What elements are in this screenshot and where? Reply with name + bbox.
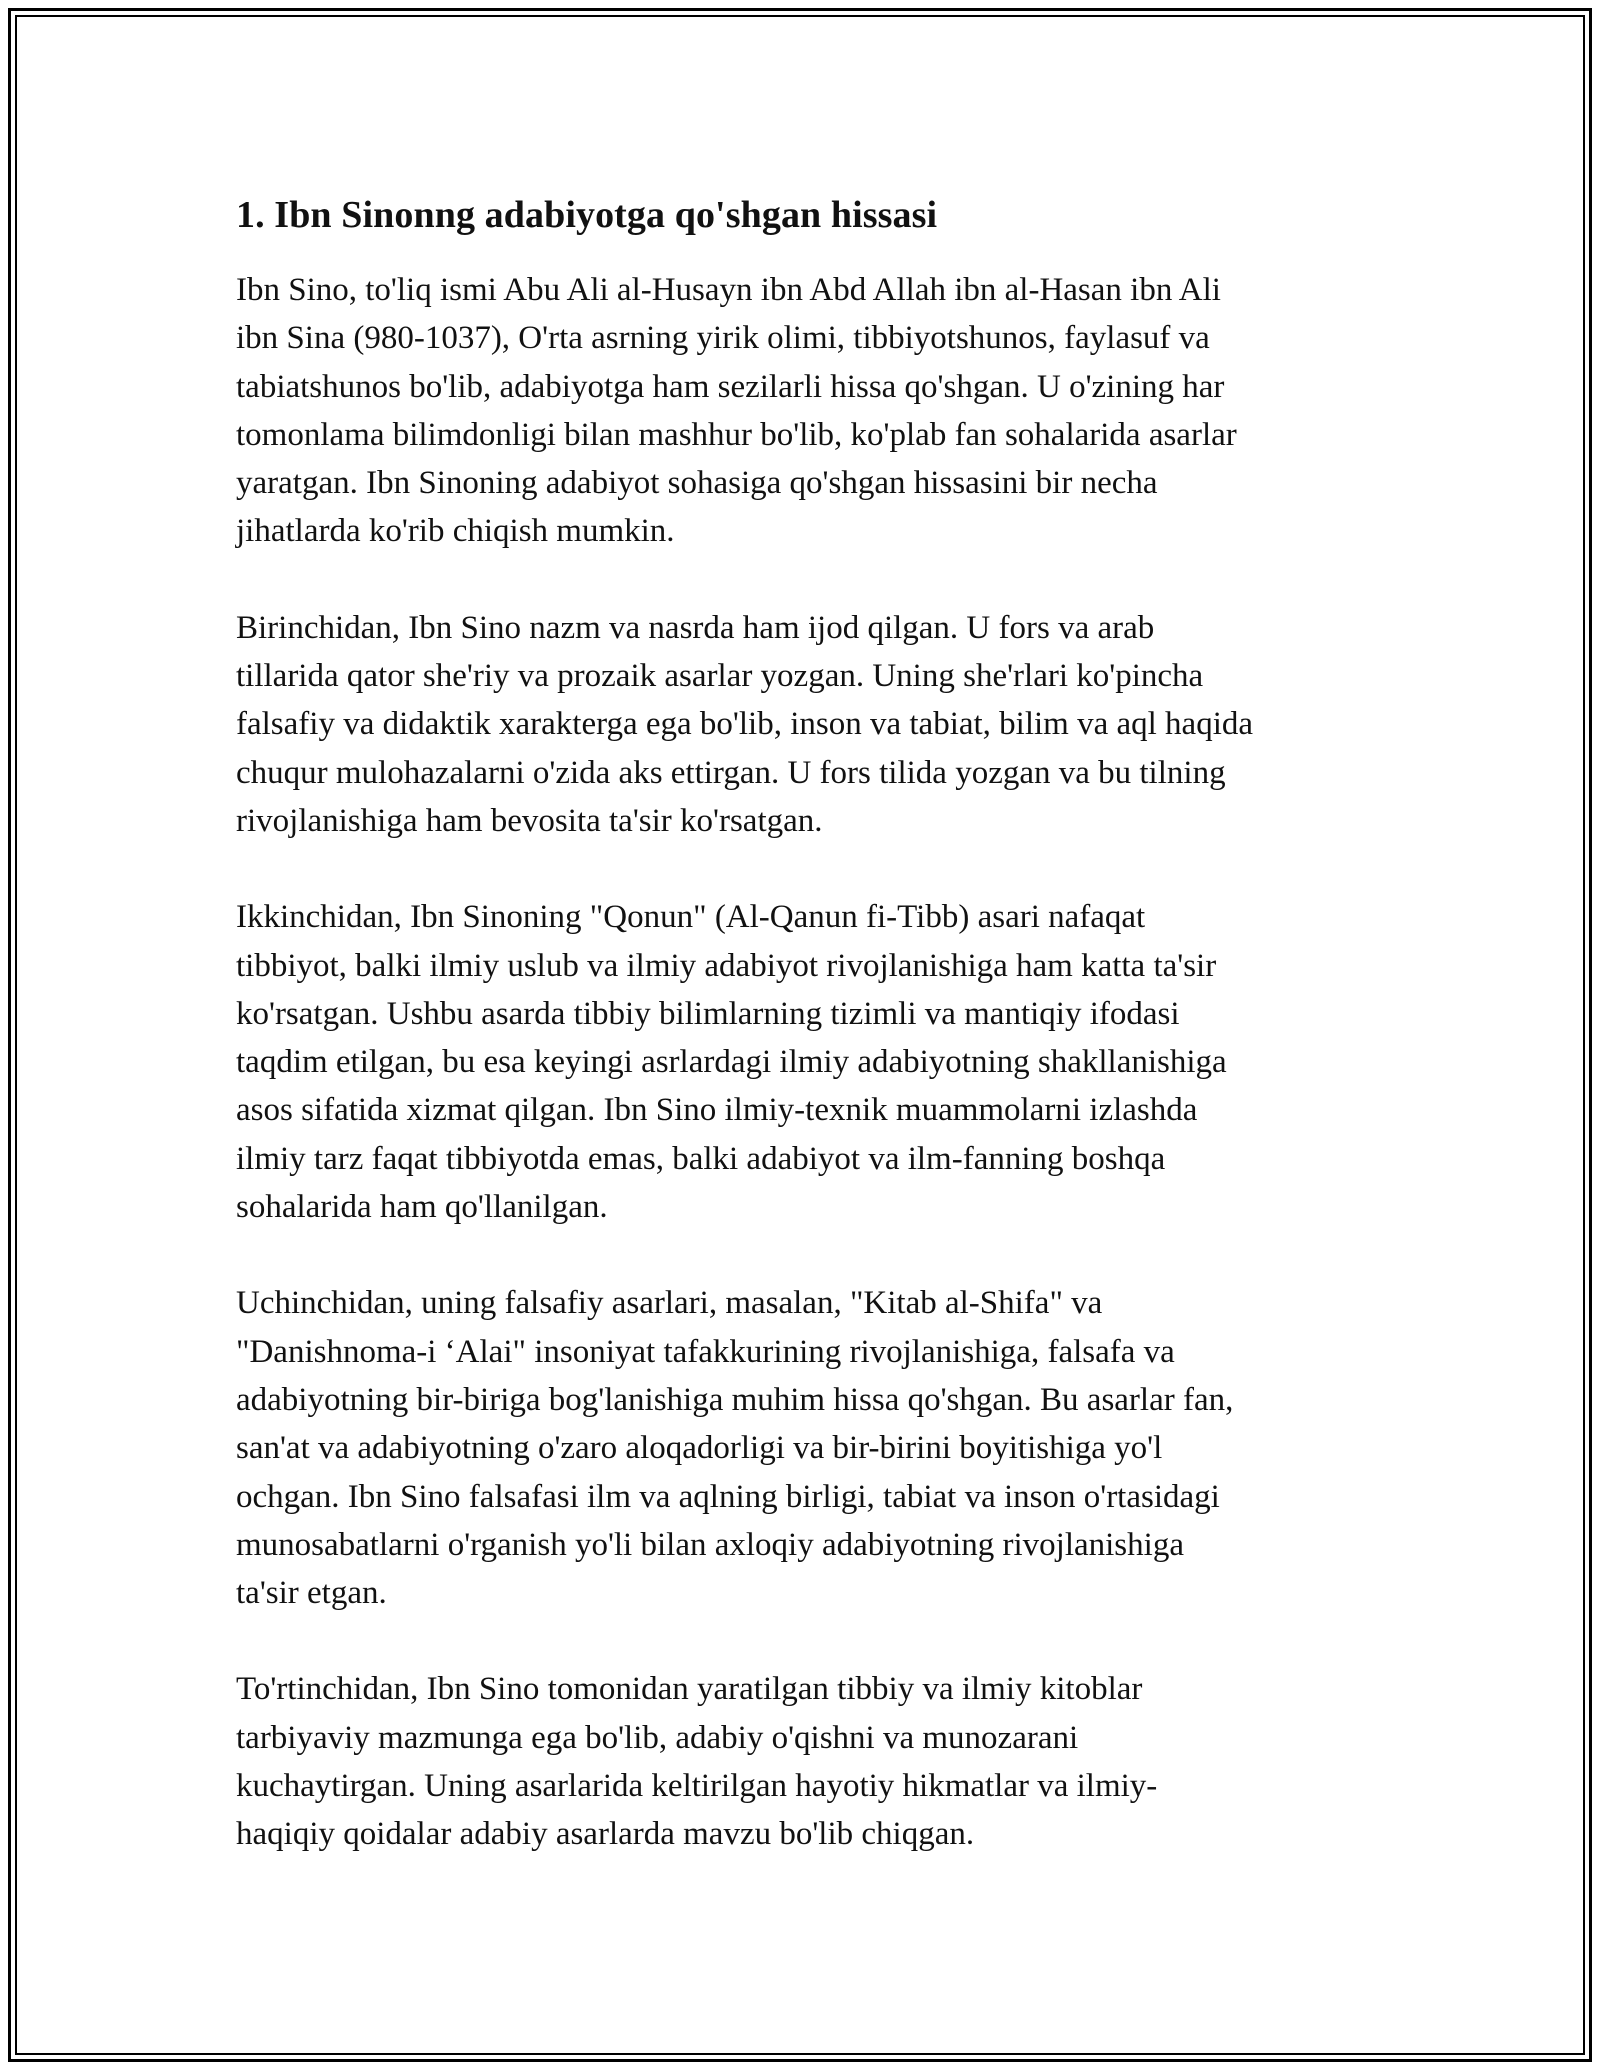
- paragraph-third-point: Uchinchidan, uning falsafiy asarlari, masalan, "Kitab al-Shifa" va "Danishnoma-i ‘Alai" insoniyat tafakkurining rivojlanishiga, falsafa va adabiyotning bir-biriga bog'lanishiga muhim hissa qo'shgan. Bu asarlar fan, san'at va adabiyotning o'zaro aloqadorligi va bir-birini boyitishiga yo'l ochgan. Ibn Sino falsafasi ilm va aqlning birligi, tabiat va inson o'rtasidagi munosabatlarni o'rganish yo'li bilan axloqiy adabiyotning rivojlanishiga ta'sir etgan.: [236, 1285, 1234, 1612]
- paragraph-second-point: Ikkinchidan, Ibn Sinoning "Qonun" (Al-Qanun fi-Tibb) asari nafaqat tibbiyot, balki ilmiy uslub va ilmiy adabiyot rivojlanishiga ham katta ta'sir ko'rsatgan. Ushbu asarda tibbiy bilimlarning tizimli va mantiqiy ifodasi taqdim etilgan, bu esa keyingi asrlardagi ilmiy adabiyotning shakllanishiga asos sifatida xizmat qilgan. Ibn Sino ilmiy-texnik muammolarni izlashda ilmiy tarz faqat tibbiyotda emas, balki adabiyot va ilm-fanning boshqa sohalarida ham qo'llanilgan.: [236, 899, 1227, 1226]
- paragraph-intro: Ibn Sino, to'liq ismi Abu Ali al-Husayn ibn Abd Allah ibn al-Hasan ibn Ali ibn Sina (980-1037), O'rta asrning yirik olimi, tibbiyotshunos, faylasuf va tabiatshunos bo'lib, adabiyotga ham sezilarli hissa qo'shgan. U o'zining har tomonlama bilimdonligi bilan mashhur bo'lib, ko'plab fan sohalarida asarlar yaratgan. Ibn Sinoning adabiyot sohasiga qo'shgan hissasini bir necha jihatlarda ko'rib chiqish mumkin.: [236, 272, 1237, 550]
- paragraph-first-point: Birinchidan, Ibn Sino nazm va nasrda ham ijod qilgan. U fors va arab tillarida qator she'riy va prozaik asarlar yozgan. Uning she'rlari ko'pincha falsafiy va didaktik xarakterga ega bo'lib, inson va tabiat, bilim va aql haqida chuqur mulohazalarni o'zida aks ettirgan. U fors tilida yozgan va bu tilning rivojlanishiga ham bevosita ta'sir ko'rsatgan.: [236, 609, 1254, 839]
- document-body: [236, 186, 1376, 1907]
- section-heading: 1. Ibn Sinonng adabiyotga qo'shgan hissasi: [236, 194, 938, 236]
- paragraph-fourth-point: To'rtinchidan, Ibn Sino tomonidan yaratilgan tibbiy va ilmiy kitoblar tarbiyaviy mazmunga ega bo'lib, adabiy o'qishni va munozarani kuchaytirgan. Uning asarlarida keltirilgan hayotiy hikmatlar va ilmiy- haqiqiy qoidalar adabiy asarlarda mavzu bo'lib chiqgan.: [236, 1671, 1158, 1853]
